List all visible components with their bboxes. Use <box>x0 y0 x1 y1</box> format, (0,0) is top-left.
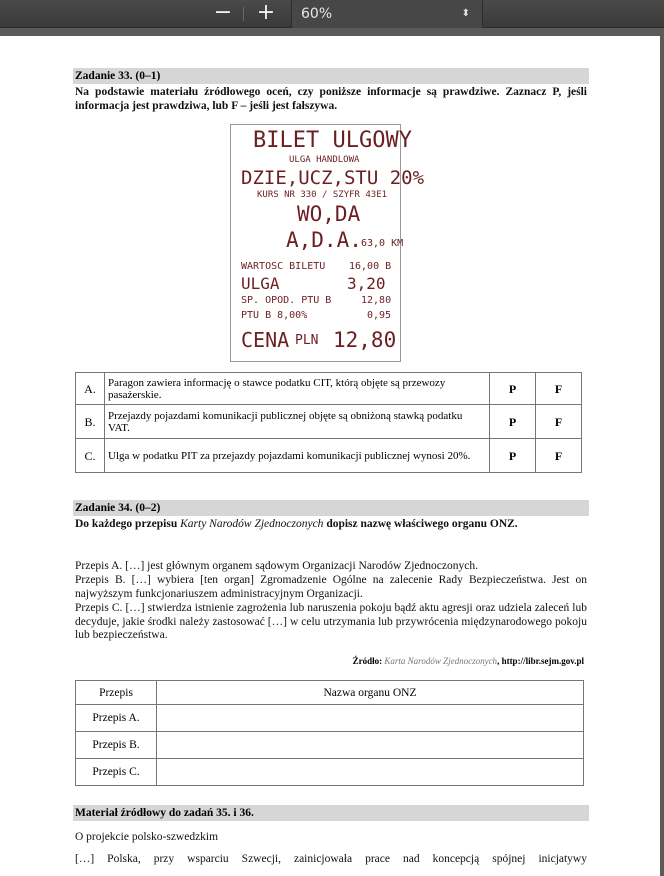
material-paragraph: […] Polska, przy wsparciu Szwecji, zainicjowała prace nad koncepcją spójnej inicjatywy <box>75 853 587 865</box>
source-citation <box>353 656 584 666</box>
row-label: Przepis C. <box>76 759 157 786</box>
receipt-sp-label: SP. OPOD. PTU B <box>241 295 332 306</box>
table-row <box>76 439 582 473</box>
row-letter: C. <box>76 439 105 473</box>
task-34-instruction <box>75 518 587 532</box>
document-page <box>0 36 660 876</box>
source-label: Źródło: <box>352 656 385 666</box>
source-url: , http://libr.sejm.gov.pl <box>497 656 584 666</box>
receipt-cena-currency: PLN <box>295 333 319 348</box>
table-row <box>76 759 584 786</box>
answer-field[interactable] <box>157 759 584 786</box>
receipt-ulga-label: ULGA <box>241 274 280 293</box>
answer-field[interactable] <box>157 705 584 732</box>
receipt-line-km: 63,0 KM <box>361 238 404 249</box>
receipt-cena-value: 12,80 <box>333 328 397 352</box>
toolbar-divider <box>243 7 244 21</box>
receipt-cena-label: CENA <box>241 328 290 352</box>
instruction-text: dopisz nazwę właściwego organu ONZ. <box>323 518 518 530</box>
task-33-header: Zadanie 33. (0–1) <box>73 68 589 84</box>
receipt-ptu-label: PTU B 8,00% <box>241 310 308 321</box>
row-letter: B. <box>76 405 105 439</box>
receipt-ptu-value: 0,95 <box>367 310 392 321</box>
column-header: Przepis <box>76 681 157 705</box>
receipt-wartosc-label: WARTOSC BILETU <box>241 261 326 272</box>
przepis-b-text: Przepis B. […] wybiera [ten organ] Zgromadzenie Ogólne na zalecenie Rady Bezpieczeństwa. Jest on najwyższym funkcjonariuszem administracyjnym Organizacji. <box>75 574 587 600</box>
zoom-level-value: 60% <box>301 6 333 22</box>
row-label: Przepis B. <box>76 732 157 759</box>
source-title: Karta Narodów Zjednoczonych <box>384 656 498 666</box>
row-statement: Przejazdy pojazdami komunikacji publicznej objęte są obniżoną stawką podatku VAT. <box>105 405 490 439</box>
task-33-instruction: Na podstawie materiału źródłowego oceń, czy poniższe informacje są prawdziwe. Zaznacz P, jeśli informacja jest prawdziwa, lub F – jeśli jest fałszywa. <box>75 86 587 112</box>
table-header-row <box>76 681 584 705</box>
answer-f-button[interactable]: F <box>536 405 582 439</box>
table-row <box>76 705 584 732</box>
receipt-title: BILET ULGOWY <box>253 128 412 153</box>
receipt-line-ada: A,D.A. <box>286 228 362 252</box>
zoom-out-button[interactable]: − <box>213 0 233 25</box>
ticket-receipt-image <box>230 124 425 362</box>
instruction-text: Do każdego przepisu <box>75 518 181 530</box>
przepis-c-text: Przepis C. […] stwierdza istnienie zagrożenia lub naruszenia pokoju bądź aktu agresji oraz udziela zaleceń lub decyduje, jakie środki należy zastosować […] w celu utrzymania lub przywrócenia międzynarodowego pokoju lub bezpieczeństwa. <box>75 602 587 641</box>
receipt-line-wo: WO,DA <box>297 202 361 226</box>
pdf-toolbar <box>0 0 664 28</box>
row-letter: A. <box>76 373 105 405</box>
material-35-header: Materiał źródłowy do zadań 35. i 36. <box>73 805 589 821</box>
receipt-sp-value: 12,80 <box>361 295 392 306</box>
receipt-wartosc-value: 16,00 B <box>349 261 392 272</box>
table-row <box>76 732 584 759</box>
receipt-line-ulga: ULGA HANDLOWA <box>289 155 360 165</box>
updown-arrows-icon: ⬍ <box>461 8 470 19</box>
charter-title: Karty Narodów Zjednoczonych <box>180 518 324 530</box>
receipt-line-dzie: DZIE,UCZ,STU 20% <box>241 167 425 189</box>
receipt-ulga-value: 3,20 <box>347 274 386 293</box>
receipt-line-kurs: KURS NR 330 / SZYFR 43E1 <box>257 190 388 200</box>
table-row <box>76 405 582 439</box>
task-34-header: Zadanie 34. (0–2) <box>73 500 589 516</box>
material-subtitle: O projekcie polsko-szwedzkim <box>75 831 219 843</box>
row-statement: Paragon zawiera informację o stawce podatku CIT, którą objęte są przewozy pasażerskie. <box>105 373 490 405</box>
answer-field[interactable] <box>157 732 584 759</box>
row-statement: Ulga w podatku PIT za przejazdy pojazdami komunikacji publicznej wynosi 20%. <box>105 439 490 473</box>
answer-p-button[interactable]: P <box>490 439 536 473</box>
zoom-level-select[interactable] <box>291 0 483 28</box>
przepis-a-text: Przepis A. […] jest głównym organem sądowym Organizacji Narodów Zjednoczonych. <box>75 560 478 572</box>
answer-f-button[interactable]: F <box>536 373 582 405</box>
row-label: Przepis A. <box>76 705 157 732</box>
answer-p-button[interactable]: P <box>490 405 536 439</box>
answer-f-button[interactable]: F <box>536 439 582 473</box>
column-header: Nazwa organu ONZ <box>157 681 584 705</box>
true-false-table <box>75 372 582 473</box>
onz-answer-table <box>75 680 584 786</box>
answer-p-button[interactable]: P <box>490 373 536 405</box>
zoom-in-button[interactable]: + <box>256 0 276 25</box>
table-row <box>76 373 582 405</box>
